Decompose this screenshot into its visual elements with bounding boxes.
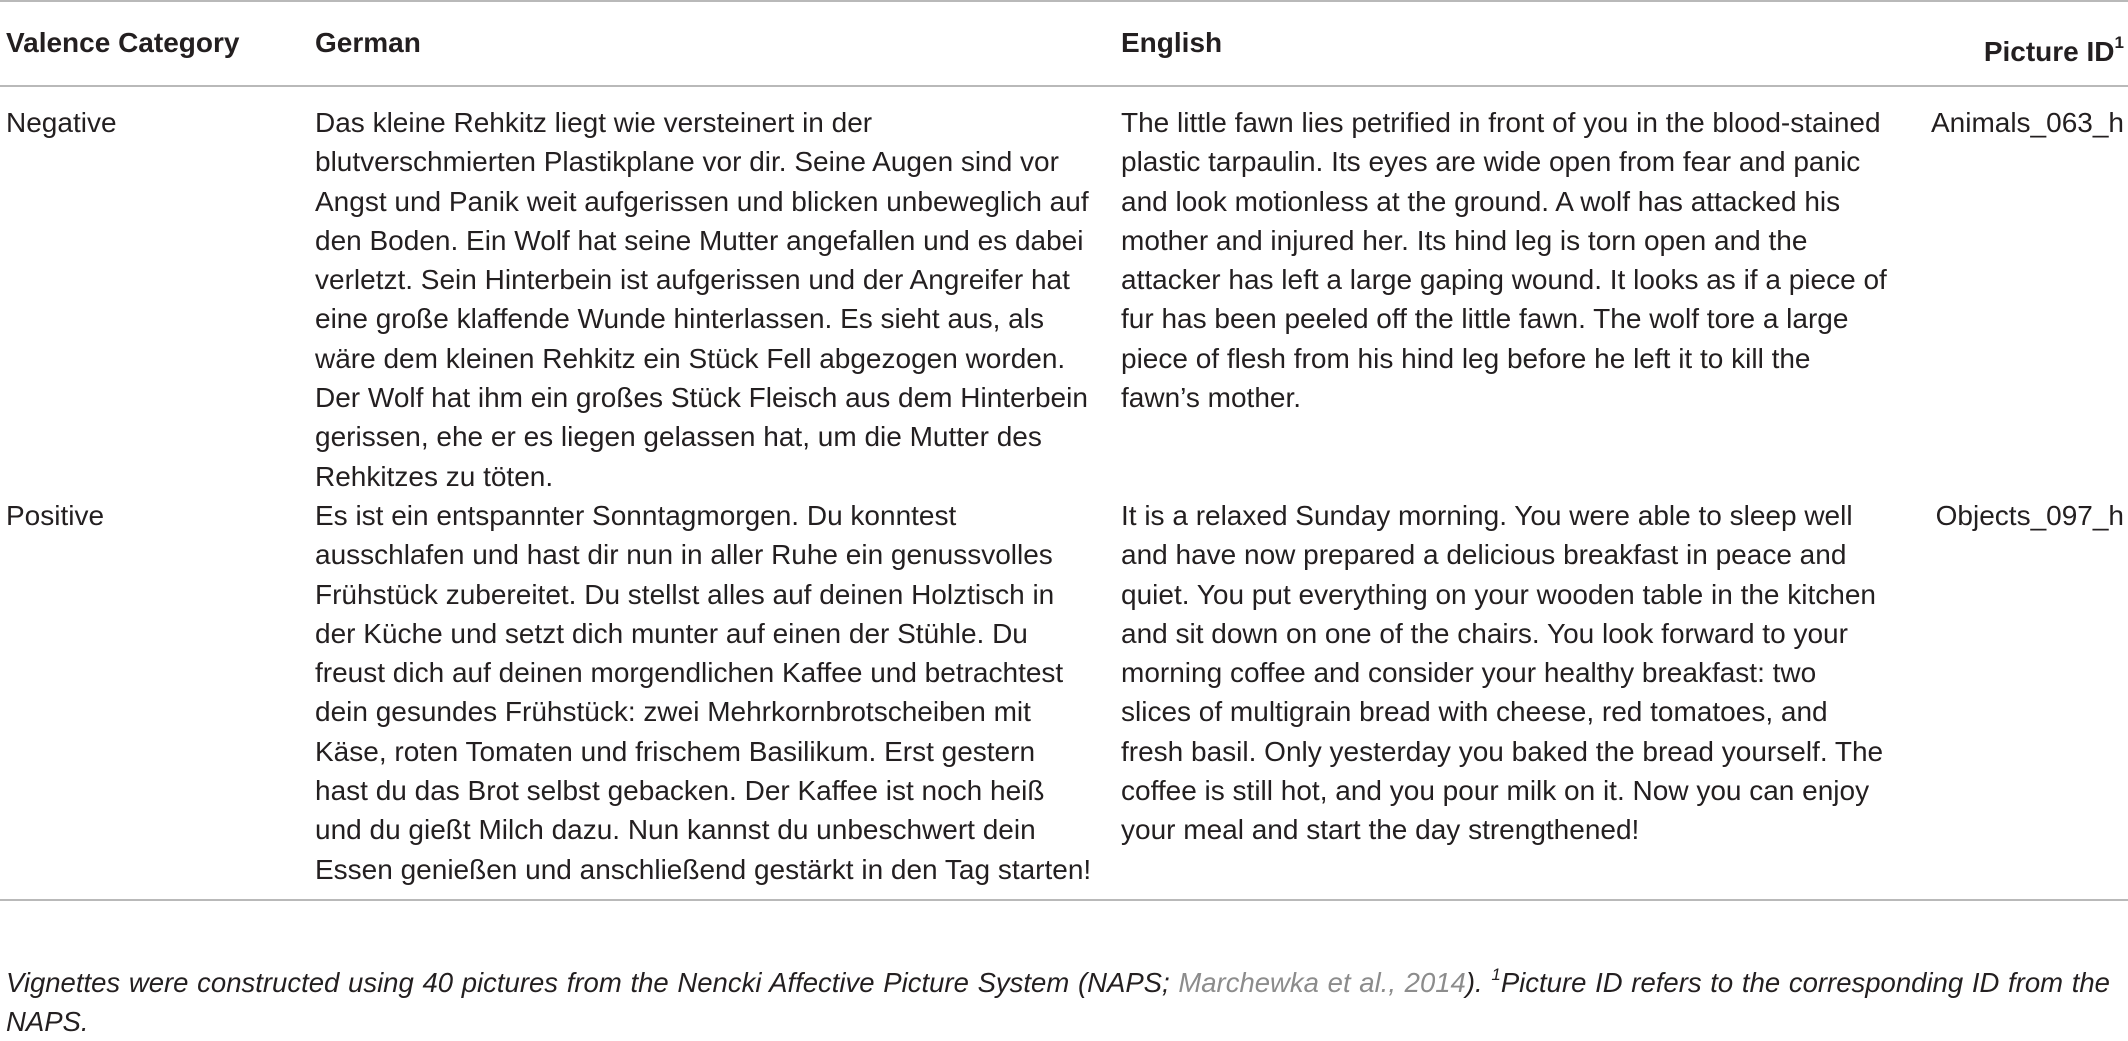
cell-english: The little fawn lies petrified in front of you in the blood-stained plastic tarpaulin. Its eyes are wide open from fear and panic and look motionless at the ground. A wolf has attacked his mother and injured her. Its hind leg is torn open and the attacker has left a large gaping wound. It looks as if a piece of fur has been peeled off the little fawn. The wolf tore a large piece of flesh from his hind leg before he left it to kill the fawn’s mother. <box>1121 107 1887 414</box>
header-valence-category: Valence Category <box>6 27 240 58</box>
header-english: English <box>1121 27 1223 58</box>
cell-german: Das kleine Rehkitz liegt wie versteinert in der blutverschmierten Plastikplane vor dir. Seine Augen sind vor Angst und Panik weit aufgerissen und blicken unbeweglich auf den Boden. Ein Wolf hat seine Mutter angefallen und es dabei verletzt. Sein Hinterbein ist aufgerissen und der Angreifer hat eine große klaffende Wunde hinterlassen. Es sieht aus, als wäre dem kleinen Rehkitz ein Stück Fell abgezogen worden. Der Wolf hat ihm ein großes Stück Fleisch aus dem Hinterbein gerissen, ehe er es liegen gelassen hat, um die Mutter des Rehkitzes zu töten. <box>315 107 1089 492</box>
table-row <box>0 496 2128 900</box>
footnote-text-start: Vignettes were constructed using 40 pictures from the Nencki Affective Picture System (NAPS; <box>6 967 1179 998</box>
cell-valence: Negative <box>6 107 117 138</box>
header-picture-id <box>1927 1 2128 86</box>
header-picture-id-label: Picture ID <box>1983 36 2115 67</box>
footnote-marker: 1 <box>1491 965 1501 984</box>
cell-english: It is a relaxed Sunday morning. You were able to sleep well and have now prepared a delicious breakfast in peace and quiet. You put everything on your wooden table in the kitchen and sit down on one of the chairs. You look forward to your morning coffee and consider your healthy breakfast: two slices of multigrain bread with cheese, red tomatoes, and fresh basil. Only yesterday you baked the bread yourself. The coffee is still hot, and you pour milk on it. Now you can enjoy your meal and start the day strengthened! <box>1121 499 1884 846</box>
header-picture-id-footnote-marker: 1 <box>2114 33 2124 52</box>
cell-german: Es ist ein entspannter Sonntagmorgen. Du konntest ausschlafen und hast dir nun in aller Ruhe ein genussvolles Frühstück zubereitet. Du stellst alles auf deinen Holztisch in der Küche und setzt dich munter auf einen der Stühle. Du freust dich auf deinen morgendlichen Kaffee und betrachtest dein gesundes Frühstück: zwei Mehrkornbrotscheiben mit Käse, roten Tomaten und frischem Basilikum. Erst gestern hast du das Brot selbst gebacken. Der Kaffee ist noch heiß und du gießt Milch dazu. Nun kannst du unbeschwert dein Essen genießen und anschließend gestärkt in den Tag starten! <box>315 499 1092 885</box>
table-body <box>0 86 2128 900</box>
reference-link-marchewka[interactable]: Marchewka et al., 2014 <box>1178 967 1466 998</box>
header-row <box>0 1 2128 86</box>
header-german: German <box>315 27 421 58</box>
footnote-text-end: Picture ID refers to the corresponding ID from the NAPS. <box>6 967 2110 1037</box>
table-footnote <box>6 955 2110 1041</box>
table-row <box>0 86 2128 496</box>
cell-picture-id: Animals_063_h <box>1930 107 2124 138</box>
footnote-text-middle: ). <box>1465 967 1492 998</box>
cell-valence: Positive <box>6 499 105 531</box>
table-header <box>0 1 2128 86</box>
cell-picture-id: Objects_097_h <box>1935 499 2124 531</box>
